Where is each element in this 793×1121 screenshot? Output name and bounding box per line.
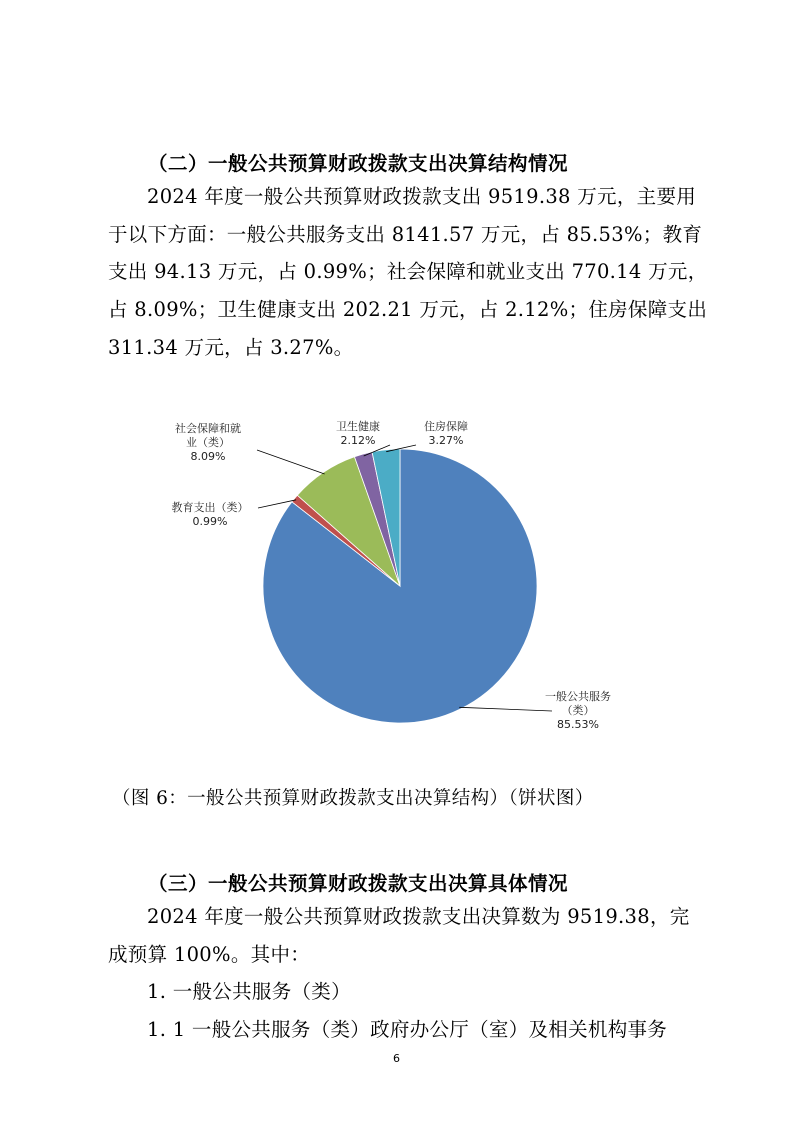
section-heading-details: （三）一般公共预算财政拨款支出决算具体情况 — [148, 872, 569, 895]
section-heading-structure: （二）一般公共预算财政拨款支出决算结构情况 — [148, 152, 569, 175]
list-item: 1. 1 一般公共服务（类）政府办公厅（室）及相关机构事务 — [147, 1018, 668, 1042]
paragraph-line: 于以下方面：一般公共服务支出 8141.57 万元，占 85.53%；教育 — [108, 222, 703, 246]
paragraph-line: 2024 年度一般公共预算财政拨款支出 9519.38 万元，主要用 — [147, 185, 697, 208]
page-number: 6 — [393, 1052, 400, 1065]
details-paragraph — [108, 898, 698, 1049]
leader-line — [459, 707, 552, 711]
slice-category-label: 教育支出（类） — [171, 501, 249, 514]
slice-percent-label: 0.99% — [192, 515, 228, 528]
slice-percent-label: 85.53% — [557, 718, 599, 731]
expenditure-pie-chart — [150, 408, 650, 748]
slice-category-label: 住房保障 — [424, 420, 468, 433]
paragraph-line: 2024 年度一般公共预算财政拨款支出决算数为 9519.38，完 — [147, 905, 690, 928]
slice-category-label: 社会保障和就 — [175, 422, 241, 435]
paragraph-line: 支出 94.13 万元，占 0.99%；社会保障和就业支出 770.14 万元， — [108, 260, 708, 284]
slice-percent-label: 8.09% — [190, 450, 226, 463]
paragraph-line: 311.34 万元，占 3.27%。 — [108, 335, 354, 359]
slice-category-label: （类） — [561, 704, 595, 717]
paragraph-line: 成预算 100%。其中： — [108, 942, 311, 966]
pie-slices — [263, 449, 537, 723]
slice-category-label: 卫生健康 — [336, 420, 380, 433]
leader-line — [257, 450, 325, 474]
list-item: 1. 一般公共服务（类） — [147, 980, 351, 1004]
slice-percent-label: 2.12% — [340, 434, 376, 447]
slice-category-label: 一般公共服务 — [545, 690, 611, 703]
structure-paragraph — [108, 178, 708, 366]
slice-percent-label: 3.27% — [428, 434, 464, 447]
paragraph-line: 占 8.09%；卫生健康支出 202.21 万元，占 2.12%；住房保障支出 — [108, 298, 708, 322]
figure-caption: （图 6：一般公共预算财政拨款支出决算结构）（饼状图） — [112, 788, 594, 809]
slice-category-label: 业（类） — [186, 436, 230, 449]
